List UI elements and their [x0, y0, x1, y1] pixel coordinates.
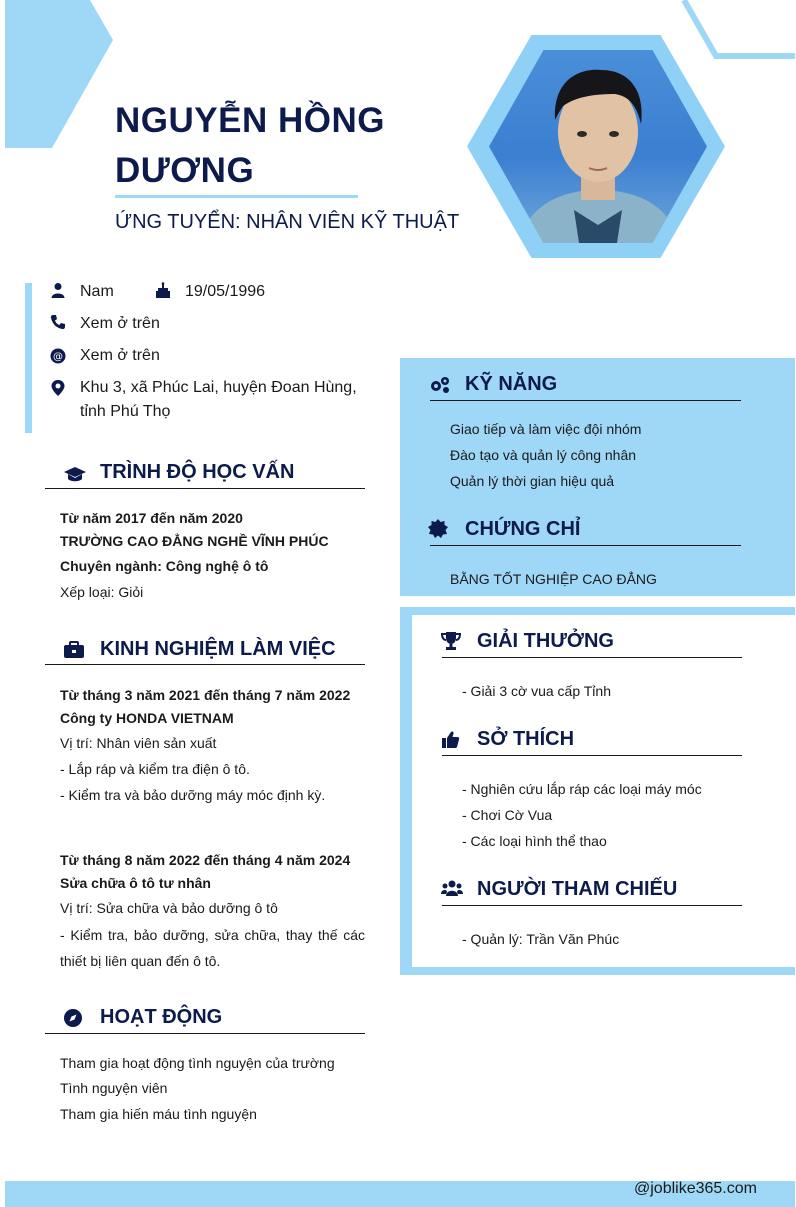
- education-grade: Xếp loại: Giỏi: [60, 584, 144, 600]
- graduation-cap-icon: [64, 464, 86, 484]
- education-major: Chuyên ngành: Công nghệ ô tô: [60, 558, 269, 574]
- hobbies-divider: [442, 755, 742, 756]
- activity-2: Tình nguyện viên: [60, 1080, 168, 1096]
- skills-title: KỸ NĂNG: [465, 373, 558, 395]
- top-left-decoration: [0, 0, 120, 150]
- awards-divider: [442, 657, 742, 658]
- badge-icon: [428, 519, 450, 539]
- phone-icon: [50, 314, 66, 330]
- thumbs-up-icon: [441, 730, 463, 750]
- contact-accent-bar: [25, 283, 32, 433]
- svg-text:@: @: [53, 351, 63, 363]
- activity-1: Tham gia hoạt động tình nguyện của trường: [60, 1055, 335, 1071]
- reference-1: - Quản lý: Trần Văn Phúc: [462, 931, 620, 947]
- awards-title: GIẢI THƯỞNG: [477, 630, 614, 652]
- map-pin-icon: [50, 380, 66, 396]
- certificate-1: BẰNG TỐT NGHIỆP CAO ĐẲNG: [450, 571, 657, 587]
- profile-photo: [467, 35, 725, 258]
- certificates-divider: [430, 545, 741, 546]
- award-1: - Giải 3 cờ vua cấp Tỉnh: [462, 683, 611, 699]
- users-icon: [441, 879, 463, 899]
- references-title: NGƯỜI THAM CHIẾU: [477, 878, 678, 900]
- job-1-period: Từ tháng 3 năm 2021 đến tháng 7 năm 2022: [60, 687, 351, 703]
- references-divider: [442, 905, 742, 906]
- cake-icon: [155, 282, 171, 298]
- job-1-duty-2: - Kiểm tra và bảo dưỡng máy móc định kỳ.: [60, 787, 326, 803]
- education-period: Từ năm 2017 đến năm 2020: [60, 510, 243, 526]
- job-2-company: Sửa chữa ô tô tư nhân: [60, 875, 211, 891]
- skill-1: Giao tiếp và làm việc đội nhóm: [450, 421, 642, 437]
- email: Xem ở trên: [80, 347, 160, 364]
- address: Khu 3, xã Phúc Lai, huyện Đoan Hùng, tỉnh Phú Thọ: [80, 379, 357, 420]
- name-underline: [115, 195, 358, 198]
- experience-title: KINH NGHIỆM LÀM VIỆC: [100, 638, 336, 660]
- job-1-duty-1: - Lắp ráp và kiểm tra điện ô tô.: [60, 761, 250, 777]
- hobby-1: - Nghiên cứu lắp ráp các loại máy móc: [462, 781, 702, 797]
- footer-site: @joblike365.com: [634, 1180, 757, 1197]
- briefcase-icon: [63, 640, 85, 660]
- email-icon: [50, 348, 66, 364]
- trophy-icon: [441, 631, 463, 651]
- gender: Nam: [80, 283, 114, 300]
- education-school: TRƯỜNG CAO ĐẲNG NGHỀ VĨNH PHÚC: [60, 533, 329, 549]
- activities-title: HOẠT ĐỘNG: [100, 1006, 223, 1028]
- education-divider: [45, 488, 365, 489]
- skill-2: Đào tạo và quản lý công nhân: [450, 447, 637, 463]
- applied-position: ỨNG TUYỂN: NHÂN VIÊN KỸ THUẬT: [115, 211, 460, 233]
- experience-divider: [45, 664, 365, 665]
- education-title: TRÌNH ĐỘ HỌC VẤN: [100, 461, 295, 483]
- phone: Xem ở trên: [80, 315, 160, 332]
- activity-3: Tham gia hiến máu tình nguyện: [60, 1106, 257, 1122]
- activities-divider: [45, 1033, 365, 1034]
- hobbies-title: SỞ THÍCH: [477, 728, 575, 750]
- job-2-role: Vị trí: Sửa chữa và bảo dưỡng ô tô: [60, 900, 278, 916]
- job-1-role: Vị trí: Nhân viên sản xuất: [60, 735, 217, 751]
- hobby-3: - Các loại hình thể thao: [462, 833, 607, 849]
- hobby-2: - Chơi Cờ Vua: [462, 807, 553, 823]
- certificates-title: CHỨNG CHỈ: [465, 518, 581, 540]
- gears-icon: [429, 375, 451, 395]
- job-2-duty-1: - Kiểm tra, bảo dưỡng, sửa chữa, thay thế các thiết bị liên quan đến ô tô.: [60, 927, 365, 969]
- candidate-name: NGUYỄN HỒNG DƯƠNG: [115, 101, 385, 190]
- job-2-period: Từ tháng 8 năm 2022 đến tháng 4 năm 2024: [60, 852, 351, 868]
- compass-icon: [63, 1008, 85, 1028]
- birthday: 19/05/1996: [185, 283, 266, 300]
- job-1-company: Công ty HONDA VIETNAM: [60, 710, 234, 726]
- skills-divider: [430, 400, 741, 401]
- skill-3: Quản lý thời gian hiệu quả: [450, 473, 615, 489]
- user-icon: [50, 282, 66, 298]
